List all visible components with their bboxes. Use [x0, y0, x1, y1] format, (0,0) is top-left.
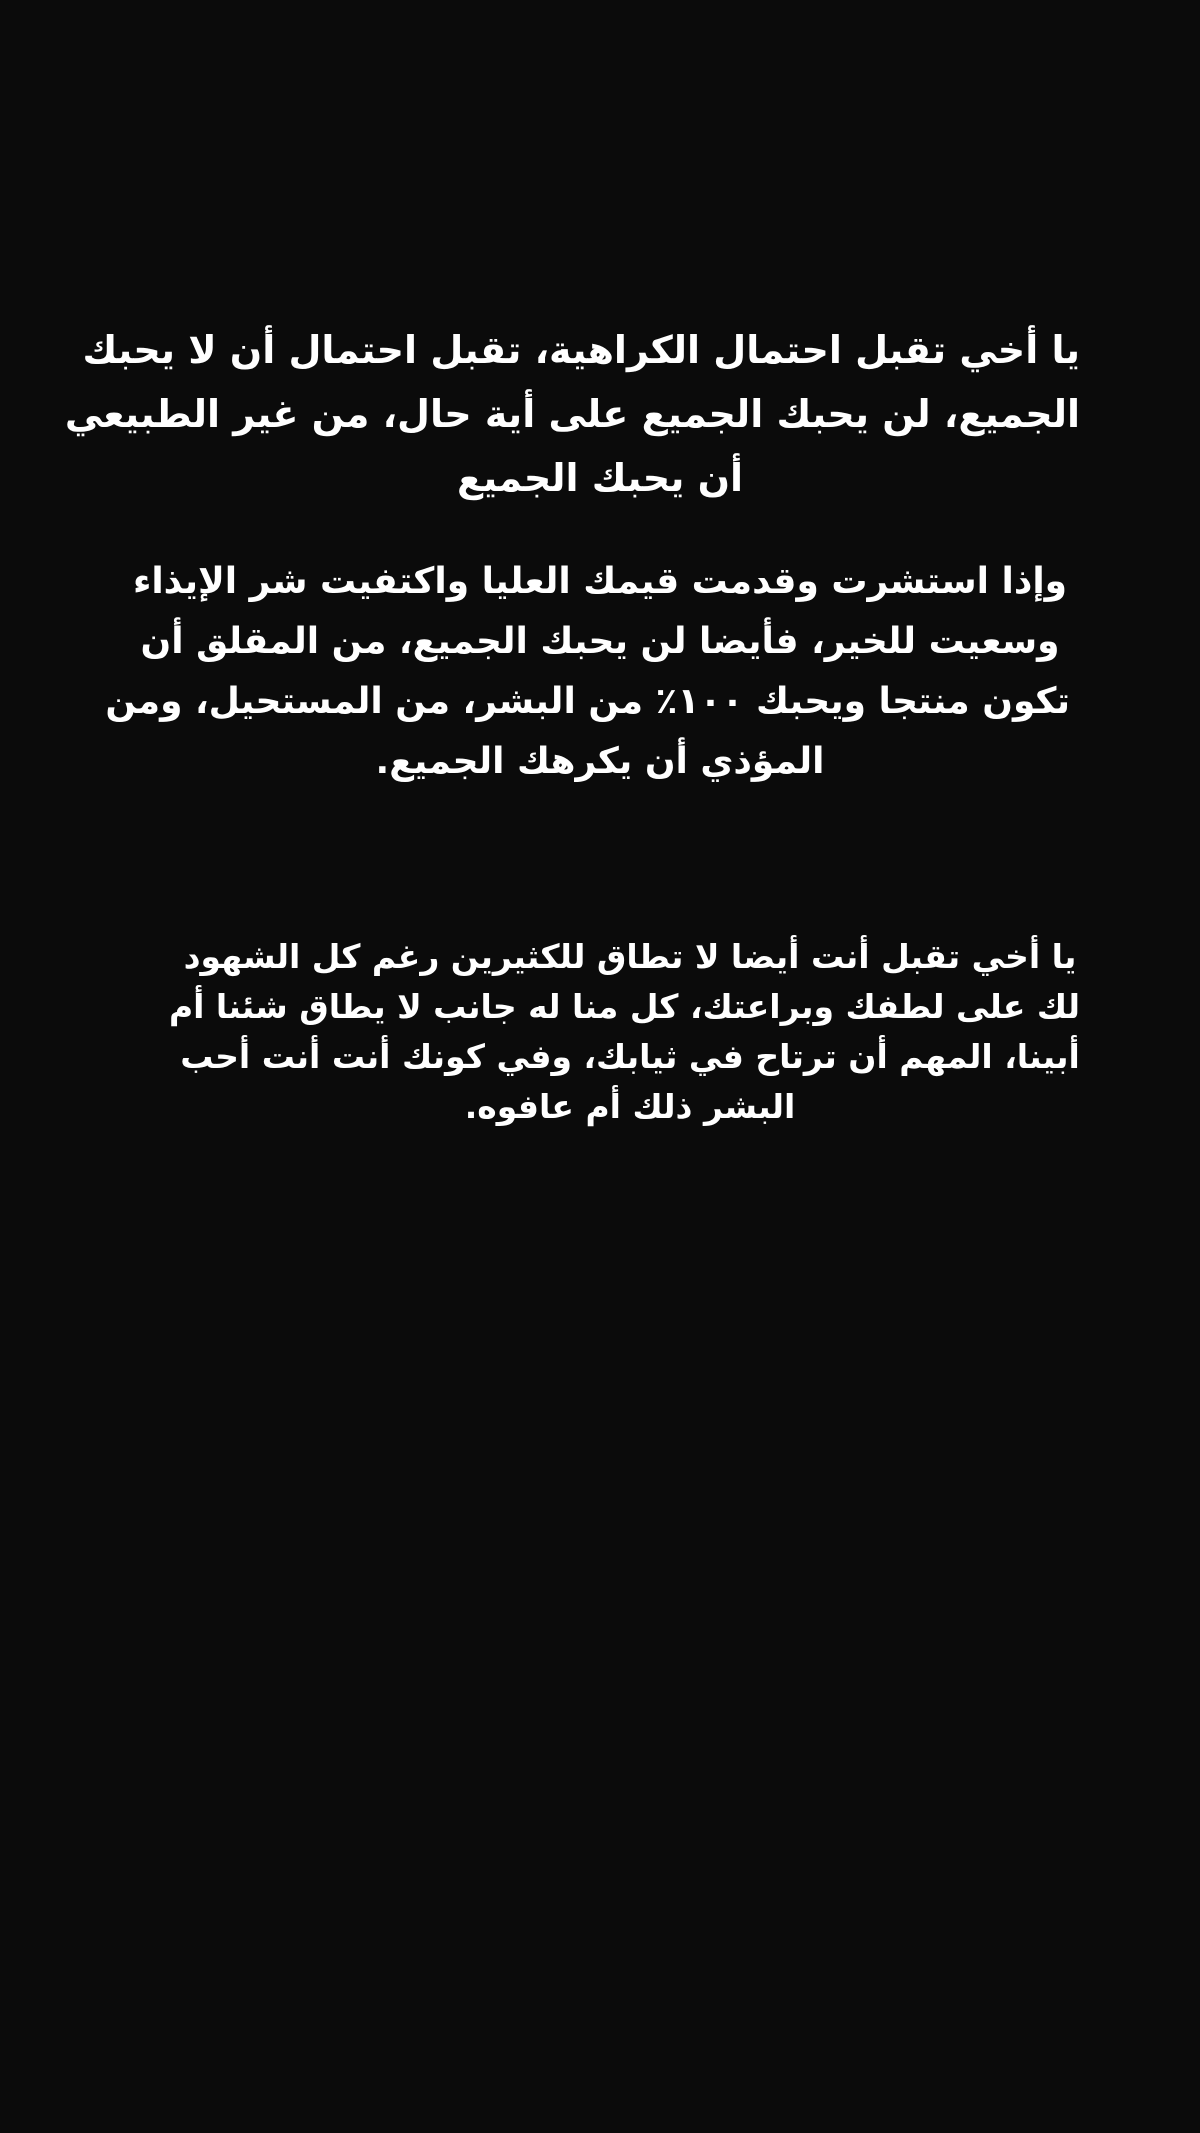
paragraph-3-line-2: لك على لطفك وبراعتك، كل منا له جانب لا يطاق شئنا أم [168, 987, 1080, 1026]
paragraph-3-line-3: أبينا، المهم أن ترتاح في ثيابك، وفي كونك أنت أنت أحب [180, 1037, 1080, 1076]
story-paragraph-1 [64, 318, 1080, 510]
paragraph-2-line-4: المؤذي أن يكرهك الجميع. [375, 741, 825, 782]
paragraph-2-line-3: تكون منتجا ويحبك ١٠٠٪ من البشر، من المستحيل، ومن [105, 681, 1070, 722]
story-paragraph-3 [168, 932, 1080, 1132]
paragraph-3-line-4: البشر ذلك أم عافوه. [464, 1087, 796, 1126]
paragraph-2-line-1: وإذا استشرت وقدمت قيمك العليا واكتفيت شر الإيذاء [132, 561, 1068, 602]
paragraph-1-line-1: يا أخي تقبل احتمال الكراهية، تقبل احتمال أن لا يحبك [82, 328, 1080, 372]
paragraph-3-line-1: يا أخي تقبل أنت أيضا لا تطاق للكثيرين رغم كل الشهود [183, 937, 1077, 976]
story-paragraph-2 [105, 552, 1070, 792]
paragraph-1-line-3: أن يحبك الجميع [456, 456, 744, 500]
paragraph-1-line-2: الجميع، لن يحبك الجميع على أية حال، من غير الطبيعي [64, 392, 1080, 436]
paragraph-2-line-2: وسعيت للخير، فأيضا لن يحبك الجميع، من المقلق أن [140, 621, 1060, 662]
